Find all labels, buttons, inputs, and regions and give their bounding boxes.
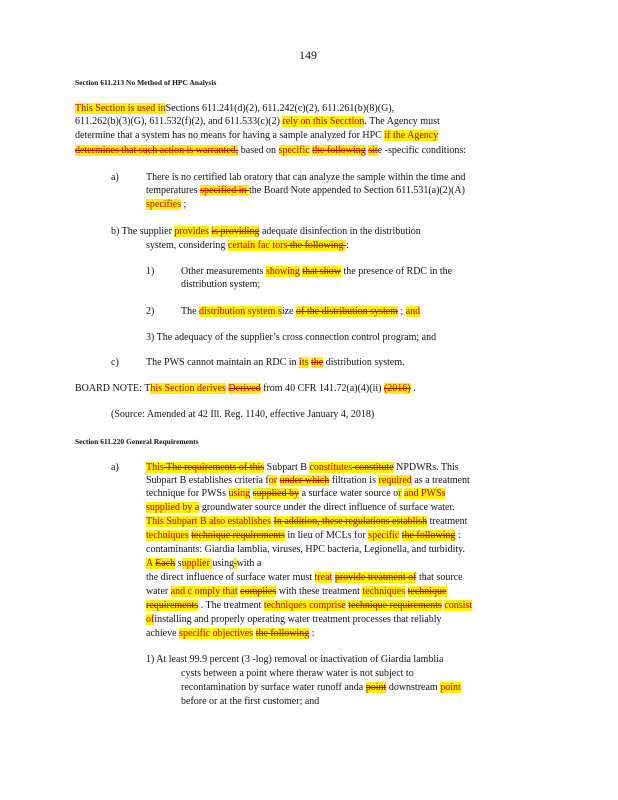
- sub-1-line-2: distribution system;: [181, 279, 261, 290]
- s220-line-3: technique for PWSs using supplied by a surface water source or and PWSs: [146, 488, 446, 499]
- page-number: 149: [299, 48, 317, 62]
- sub-3-line: 3) The adequacy of the supplier’s cross connection control program; and: [146, 332, 437, 343]
- section-220-heading: Section 611.220 General Requirements: [75, 437, 199, 446]
- s220-line-6: techniques technique requirements in lieu of MCLs for specific the following :: [146, 530, 461, 541]
- s220-item-1-line-2: cysts between a point where theraw water is not subject to: [181, 668, 414, 679]
- sub-1-label: 1): [146, 266, 155, 277]
- s213-line-2: 611.262(b)(3)(G), 611.532(f)(2), and 611.533(c)(2) rely on this Secction. The Agency must: [75, 116, 440, 127]
- s220-line-9: the direct influence of surface water must treat provide treatment of that source: [146, 572, 463, 583]
- sub-2-label: 2): [146, 306, 155, 317]
- s220-line-12: ofinstalling and properly operating water treatment processes that reliably: [146, 614, 442, 625]
- s220-line-4: supplied by a groundwater source under the direct influence of surface water.: [146, 502, 455, 513]
- item-c-line: The PWS cannot maintain an RDC in its the distribution system.: [146, 357, 405, 368]
- sub-1-line-1: Other measurements showing that show the presence of RDC in the: [181, 266, 453, 277]
- section-213-heading: Section 611.213 No Method of HPC Analysis: [75, 78, 217, 87]
- s220-item-1-line-3: recontamination by surface water runoff anda point downstream point: [181, 682, 461, 693]
- s220-item-a-label: a): [111, 462, 119, 473]
- s220-line-10: water and c omply that complies with these treatment techniques technique: [146, 586, 447, 597]
- s220-line-8: A Each supplier using with a: [146, 558, 262, 569]
- item-c-label: c): [111, 357, 119, 368]
- item-b-line-1: b) The supplier provides is providing adequate disinfection in the distribution: [111, 226, 421, 237]
- s220-line-2: Subpart B establishes criteria for under which filtration is required as a treatment: [146, 475, 470, 486]
- s220-item-1-line-1: 1) At least 99.9 percent (3 -log) removal or inactivation of Giardia lamblia: [146, 654, 444, 665]
- sub-2-line: The distribution system size of the distribution system ; and: [181, 306, 421, 317]
- s213-line-1: This Section is used inSections 611.241(d)(2), 611.242(c)(2), 611.261(b)(8)(G),: [75, 103, 395, 114]
- item-a-line-2: temperatures specified in the Board Note appended to Section 611.531(a)(2)(A): [146, 185, 465, 196]
- s220-line-5: This Subpart B also establishes In addition, these regulations establish treatment: [146, 516, 468, 527]
- item-a-label: a): [111, 172, 119, 183]
- item-a-line-1: There is no certified lab oratory that can analyze the sample within the time and: [146, 172, 466, 183]
- s220-line-7: contaminants: Giardia lamblia, viruses, HPC bacteria, Legionella, and turbidity.: [146, 544, 465, 555]
- item-a-line-3: specifies ;: [146, 199, 187, 210]
- board-note: BOARD NOTE: This Section derives Derived from 40 CFR 141.72(a)(4)(ii) (2016) .: [75, 383, 416, 394]
- s220-line-1: This The requirements of this Subpart B constitutes constitute NPDWRs. This: [146, 462, 459, 473]
- s220-line-13: achieve specific objectives the following :: [146, 628, 315, 639]
- source-note: (Source: Amended at 42 Ill. Reg. 1140, effective January 4, 2018): [111, 409, 375, 420]
- s220-item-1-line-4: before or at the first customer; and: [181, 696, 320, 707]
- s213-line-4: determines that such action is warranted, based on specific the following site -specific conditions:: [75, 145, 467, 156]
- item-b-line-2: system, considering certain fac tors the following :: [146, 240, 349, 251]
- s220-line-11: requirements . The treatment techniques comprise technique requirements consist: [146, 600, 473, 611]
- s213-line-3: determine that a system has no means for having a sample analyzed for HPC if the Agency: [75, 130, 439, 141]
